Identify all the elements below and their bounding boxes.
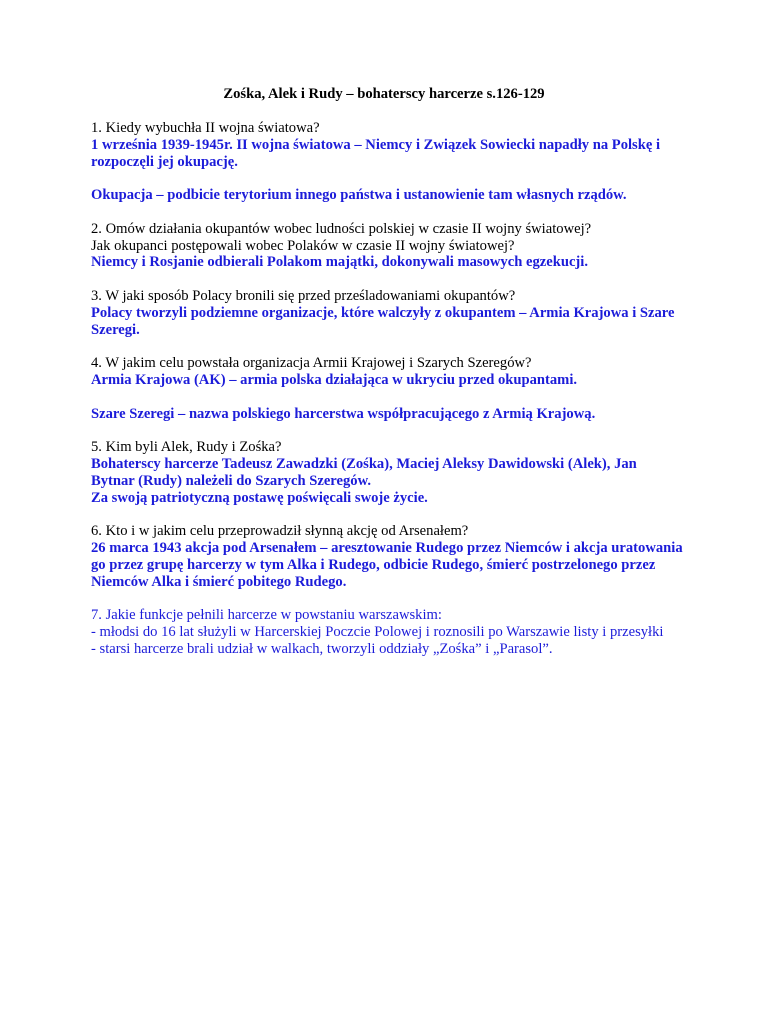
definition-block: [91, 187, 683, 204]
answer-4b: Szare Szeregi – nazwa polskiego harcerstwa współpracującego z Armią Krajową.: [91, 405, 596, 422]
answer-7-item-2: - starsi harcerze brali udział w walkach, tworzyli oddziały „Zośka” i „Parasol”.: [91, 640, 553, 657]
question-block-2: [91, 221, 683, 271]
answer-6: 26 marca 1943 akcja pod Arsenałem – aresztowanie Rudego przez Niemców i akcja uratowania go przez grupę harcerzy w tym Alka i Rudego, odbicie Rudego, śmierć postrzelonego przez Niemców Alka i śmierć pobitego Rudego.: [91, 539, 683, 590]
answer-block-4b: [91, 406, 683, 423]
question-7: 7. Jakie funkcje pełnili harcerze w powstaniu warszawskim:: [91, 607, 442, 624]
definition-occupation: Okupacja – podbicie terytorium innego państwa i ustanowienie tam własnych rządów.: [91, 187, 627, 204]
question-5: 5. Kim byli Alek, Rudy i Zośka?: [91, 439, 282, 456]
question-1: 1. Kiedy wybuchła II wojna światowa?: [91, 120, 320, 136]
answer-2: Niemcy i Rosjanie odbierali Polakom majątki, dokonywali masowych egzekucji.: [91, 254, 588, 271]
question-2: 2. Omów działania okupantów wobec ludności polskiej w czasie II wojny światowej?: [91, 220, 592, 237]
question-block-6: [91, 523, 683, 590]
answer-7-item-1: - młodsi do 16 lat służyli w Harcerskiej Poczcie Polowej i roznosili po Warszawie listy i przesyłki: [91, 623, 664, 640]
question-block-5: [91, 439, 683, 506]
document-body: [91, 120, 683, 674]
question-6: 6. Kto i w jakim celu przeprowadził słynną akcję od Arsenałem?: [91, 523, 469, 540]
document-title: Zośka, Alek i Rudy – bohaterscy harcerze s.126-129: [223, 86, 545, 102]
answer-5b: Za swoją patriotyczną postawę poświęcali swoje życie.: [91, 489, 428, 506]
answer-5: Bohaterscy harcerze Tadeusz Zawadzki (Zośka), Maciej Aleksy Dawidowski (Alek), Jan Bytnar (Rudy) należeli do Szarych Szeregów.: [91, 455, 637, 489]
question-block-7: [91, 607, 683, 657]
question-3: 3. W jaki sposób Polacy bronili się przed prześladowaniami okupantów?: [91, 287, 516, 304]
answer-4: Armia Krajowa (AK) – armia polska działająca w ukryciu przed okupantami.: [91, 371, 578, 388]
question-block-3: [91, 288, 683, 338]
question-block-1: [91, 120, 683, 170]
question-4: 4. W jakim celu powstała organizacja Armii Krajowej i Szarych Szeregów?: [91, 355, 532, 372]
answer-1: 1 września 1939-1945r. II wojna światowa – Niemcy i Związek Sowiecki napadły na Polskę i rozpoczęli jej okupację.: [91, 136, 661, 170]
question-2-alt: Jak okupanci postępowali wobec Polaków w czasie II wojny światowej?: [91, 237, 515, 254]
question-block-4: [91, 355, 683, 389]
answer-3: Polacy tworzyli podziemne organizacje, które walczyły z okupantem – Armia Krajowa i Szare Szeregi.: [91, 304, 675, 338]
